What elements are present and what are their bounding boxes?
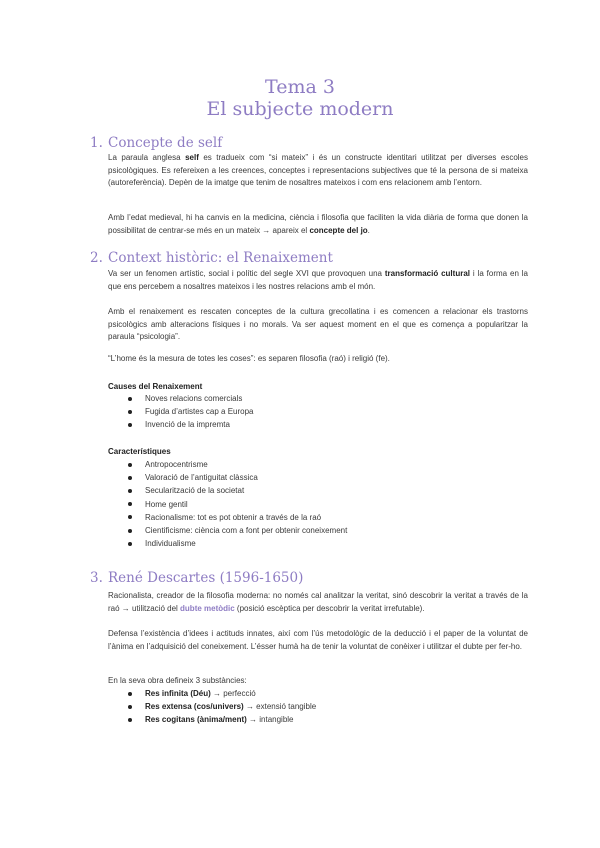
list-item: Res infinita (Déu) → perfecció: [108, 687, 316, 700]
paragraph: En la seva obra defineix 3 substàncies:: [108, 676, 247, 685]
paragraph: Amb l’edat medieval, hi ha canvis en la medicina, ciència i filosofia que faciliten la vida diària de forma que donen la possibilitat de centrar-se més en un mateix → apareix el concepte del jo.: [108, 213, 528, 235]
paragraph: Racionalista, creador de la filosofia moderna: no només cal analitzar la veritat, sinó descobrir la veritat a través de la raó → utilització del dubte metòdic (posició escèptica per descobrir la veritat irrefutable).: [108, 591, 528, 613]
section-heading-renaixement: [90, 250, 333, 266]
list-item: Invenció de la impremta: [108, 418, 254, 431]
list-item: Res cogitans (ànima/ment) → intangible: [108, 713, 316, 726]
section-title: René Descartes (1596-1650): [108, 570, 304, 586]
list-item: Res extensa (cos/univers) → extensió tangible: [108, 700, 316, 713]
causes-list: [108, 392, 254, 432]
list-item: Cientificisme: ciència com a font per obtenir coneixement: [108, 524, 347, 537]
list-item: Fugida d’artistes cap a Europa: [108, 405, 254, 418]
list-item: Noves relacions comercials: [108, 392, 254, 405]
section-title: Concepte de self: [108, 135, 223, 151]
section-number: 1.: [90, 135, 103, 151]
list-item: Home gentil: [108, 498, 347, 511]
features-list: [108, 458, 347, 550]
substances-list: [108, 687, 316, 727]
paragraph: La paraula anglesa self es tradueix com “si mateix” i és un constructe identitari utilitzat per diverses escoles psicològiques. Es refereixen a les creences, conceptes i representacions subjectives que té la persona de si mateixa (autoreferència). Depèn de la imatge que tenim de nosaltres mateixos i com ens relacionem amb l’entorn.: [108, 153, 529, 188]
document-title: Tema 3: [265, 76, 335, 98]
section-title: Context històric: el Renaixement: [108, 250, 333, 266]
section-number: 3.: [90, 570, 103, 586]
list-item: Valoració de l’antiguitat clàssica: [108, 471, 347, 484]
section-number: 2.: [90, 250, 103, 266]
document-subtitle: El subjecte modern: [206, 98, 394, 120]
subheading-features: Característiques: [108, 447, 171, 456]
paragraph: Defensa l’existència d’idees i actituds innates, així com l’ús metodològic de la deducció i el paper de la voluntat de l’ànima en l’adquisició del coneixement. L’ésser humà ha de tenir la voluntat de conèixer i utilitzar el dubte per fer-ho.: [108, 629, 528, 651]
section-heading-descartes: [90, 570, 303, 586]
section-heading-self: [90, 135, 222, 151]
list-item: Secularització de la societat: [108, 484, 347, 497]
subheading-causes: Causes del Renaixement: [108, 382, 203, 391]
paragraph: “L’home és la mesura de totes les coses”: es separen filosofia (raó) i religió (fe).: [108, 354, 390, 363]
paragraph: Amb el renaixement es rescaten conceptes de la cultura grecollatina i es comencen a relacionar els trastorns psicològics amb alteracions físiques i no morals. Va ser aquest moment en el que es comença a popularitzar la paraula “psicologia”.: [108, 307, 528, 342]
paragraph: Va ser un fenomen artístic, social i polític del segle XVI que provoquen una transformació cultural i la forma en la que ens percebem a nosaltres mateixos i les nostres relacions amb el món.: [108, 269, 529, 291]
list-item: Individualisme: [108, 537, 347, 550]
list-item: Racionalisme: tot es pot obtenir a través de la raó: [108, 511, 347, 524]
list-item: Antropocentrisme: [108, 458, 347, 471]
